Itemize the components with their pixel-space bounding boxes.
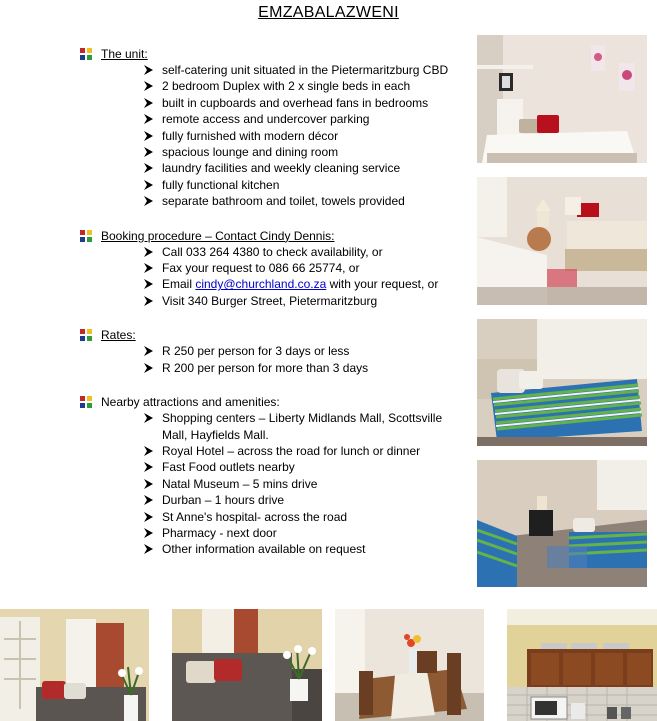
unit-features-list xyxy=(80,62,470,210)
four-color-bullet-icon xyxy=(80,48,92,60)
list-item: spacious lounge and dining room xyxy=(143,144,470,160)
section-the-unit xyxy=(80,46,470,210)
bedroom-photo-4 xyxy=(477,460,647,587)
list-item: St Anne's hospital- across the road xyxy=(143,509,470,525)
arrow-bullet-icon xyxy=(143,162,154,174)
arrow-bullet-icon xyxy=(143,362,154,374)
kitchen-photo xyxy=(507,609,657,721)
list-item: remote access and undercover parking xyxy=(143,111,470,127)
list-item: Call 033 264 4380 to check availability, or xyxy=(143,244,470,260)
arrow-bullet-icon xyxy=(143,461,154,473)
list-item: 2 bedroom Duplex with 2 x single beds in each xyxy=(143,78,470,94)
list-item: fully functional kitchen xyxy=(143,177,470,193)
list-item: Natal Museum – 5 mins drive xyxy=(143,476,470,492)
list-item: Fast Food outlets nearby xyxy=(143,459,470,475)
arrow-bullet-icon xyxy=(143,179,154,191)
arrow-bullet-icon xyxy=(143,527,154,539)
arrow-bullet-icon xyxy=(143,64,154,76)
page-title: EMZABALAZWENI xyxy=(258,4,399,21)
list-item: laundry facilities and weekly cleaning service xyxy=(143,160,470,176)
lounge-photo-1 xyxy=(0,609,149,721)
arrow-bullet-icon xyxy=(143,195,154,207)
email-link[interactable]: cindy@churchland.co.za xyxy=(195,277,327,292)
rates-list xyxy=(80,343,470,376)
four-color-bullet-icon xyxy=(80,230,92,242)
heading-label: Rates: xyxy=(101,328,136,343)
bedroom-photo-2 xyxy=(477,177,647,305)
heading-label: Nearby attractions and amenities: xyxy=(101,395,280,410)
list-item: fully furnished with modern décor xyxy=(143,128,470,144)
list-item: Pharmacy - next door xyxy=(143,525,470,541)
list-item: Fax your request to 086 66 25774, or xyxy=(143,260,470,276)
list-item: built in cupboards and overhead fans in bedrooms xyxy=(143,95,470,111)
list-item: Royal Hotel – across the road for lunch or dinner xyxy=(143,443,470,459)
arrow-bullet-icon xyxy=(143,412,154,424)
heading-label: Booking procedure – Contact Cindy Dennis: xyxy=(101,228,335,243)
bedroom-photo-3 xyxy=(477,319,647,446)
arrow-bullet-icon xyxy=(143,97,154,109)
arrow-bullet-icon xyxy=(143,494,154,506)
section-booking-procedure xyxy=(80,228,470,310)
list-item: R 200 per person for more than 3 days xyxy=(143,360,470,376)
section-rates xyxy=(80,327,470,376)
list-item: separate bathroom and toilet, towels provided xyxy=(143,193,470,209)
arrow-bullet-icon xyxy=(143,130,154,142)
info-sections xyxy=(80,46,470,576)
arrow-bullet-icon xyxy=(143,278,154,290)
arrow-bullet-icon xyxy=(143,113,154,125)
list-item: Durban – 1 hours drive xyxy=(143,492,470,508)
arrow-bullet-icon xyxy=(143,262,154,274)
section-heading xyxy=(80,327,470,343)
arrow-bullet-icon xyxy=(143,146,154,158)
list-item: Other information available on request xyxy=(143,541,470,557)
section-nearby-attractions xyxy=(80,394,470,558)
four-color-bullet-icon xyxy=(80,396,92,408)
list-item: Visit 340 Burger Street, Pietermaritzburg xyxy=(143,293,470,309)
arrow-bullet-icon xyxy=(143,246,154,258)
arrow-bullet-icon xyxy=(143,511,154,523)
booking-steps-list xyxy=(80,244,470,310)
dining-photo xyxy=(335,609,484,721)
section-heading xyxy=(80,228,470,244)
list-item: R 250 per person for 3 days or less xyxy=(143,343,470,359)
arrow-bullet-icon xyxy=(143,445,154,457)
arrow-bullet-icon xyxy=(143,80,154,92)
list-item: Shopping centers – Liberty Midlands Mall, Scottsville Mall, Hayfields Mall. xyxy=(143,410,470,443)
section-heading xyxy=(80,46,470,62)
heading-label: The unit: xyxy=(101,47,148,61)
section-heading xyxy=(80,394,470,410)
arrow-bullet-icon xyxy=(143,295,154,307)
bedroom-photo-1 xyxy=(477,35,647,163)
arrow-bullet-icon xyxy=(143,543,154,555)
attractions-list xyxy=(80,410,470,558)
four-color-bullet-icon xyxy=(80,329,92,341)
arrow-bullet-icon xyxy=(143,345,154,357)
lounge-photo-2 xyxy=(172,609,322,721)
list-item: self-catering unit situated in the Pietermaritzburg CBD xyxy=(143,62,470,78)
list-item-email: Email cindy@churchland.co.za with your request, or xyxy=(143,276,470,292)
arrow-bullet-icon xyxy=(143,478,154,490)
